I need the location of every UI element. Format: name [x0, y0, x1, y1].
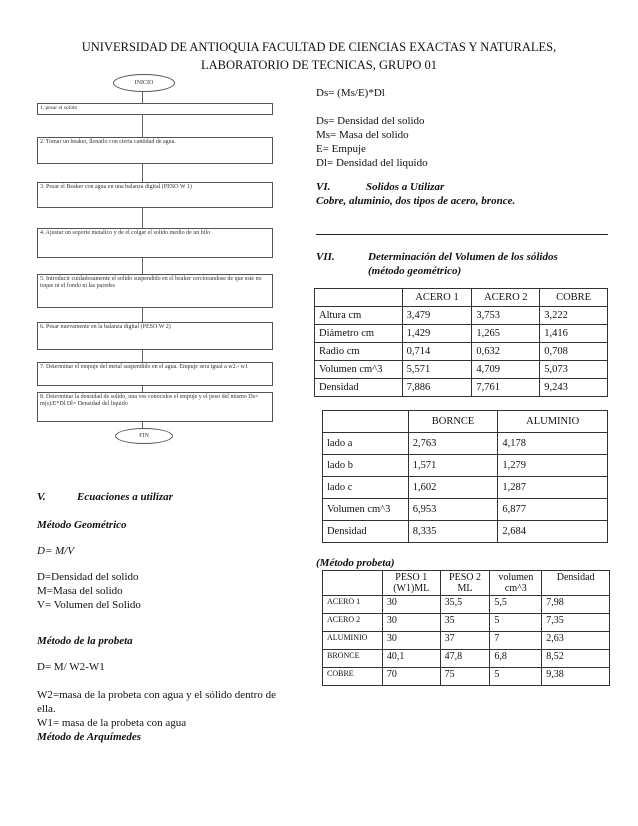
- table-cell: 6,877: [498, 499, 608, 521]
- table-cell: 5,073: [540, 361, 608, 379]
- probeta-caption: (Método probeta): [316, 557, 395, 569]
- flowchart-step: 3. Pesar el Beaker con agua en una balanza digital (PESO W 1): [37, 182, 273, 208]
- probeta-method-title: Método de la probeta: [37, 635, 133, 647]
- geometric-table-cylinders: [314, 288, 608, 397]
- table-cell: 40,1: [382, 650, 440, 668]
- flowchart-step: 2. Tomar un beaker, llenarlo con cierta cantidad de agua.: [37, 137, 273, 164]
- table-cell: ALUMINIO: [323, 632, 383, 650]
- flowchart-step: 7. Determinar el empuje del metal suspendido en el agua. Empuje sera igual a w2.- w1: [37, 362, 273, 386]
- probeta-table: [322, 570, 610, 686]
- table-row: [315, 361, 608, 379]
- table-cell: 4,178: [498, 433, 608, 455]
- table-cell: 7,761: [472, 379, 540, 397]
- flowchart-step: 5. Introducir cuidadosamente el solido suspendido en el beaker cerciorandose de que este no toque ni el fondo ni las paredes: [37, 274, 273, 308]
- table-cell: 9,243: [540, 379, 608, 397]
- table-header-cell: ACERO 2: [472, 289, 540, 307]
- flowchart-step: 4. Ajustar un soporte metalico y de el colgar el solido medio de un hilo: [37, 228, 273, 258]
- table-row: [323, 499, 608, 521]
- table-cell: ACERO 1: [323, 596, 383, 614]
- definition-line: ella.: [37, 703, 56, 715]
- table-row: [323, 477, 608, 499]
- table-cell: COBRE: [323, 668, 383, 686]
- flowchart-start: INICIO: [113, 74, 175, 92]
- table-cell: 3,479: [402, 307, 472, 325]
- table-cell: Altura cm: [315, 307, 403, 325]
- header-line-2: LABORATORIO DE TECNICAS, GRUPO 01: [200, 58, 438, 72]
- table-header-cell: PESO 1 (W1)ML: [382, 571, 440, 596]
- table-cell: 4,709: [472, 361, 540, 379]
- section-vii-subtitle: (método geométrico): [368, 265, 462, 277]
- table-cell: 35: [440, 614, 490, 632]
- table-cell: Volumen cm^3: [315, 361, 403, 379]
- table-cell: 2,63: [542, 632, 610, 650]
- divider: [316, 234, 608, 235]
- table-cell: 5,5: [490, 596, 542, 614]
- table-cell: 3,222: [540, 307, 608, 325]
- flowchart-step: 6. Pesar nuevamente en la balanza digital (PESO W 2): [37, 322, 273, 350]
- table-header-row: [323, 411, 608, 433]
- table-header-cell: volumen cm^3: [490, 571, 542, 596]
- table-cell: 9,38: [542, 668, 610, 686]
- table-cell: Densidad: [323, 521, 409, 543]
- table-cell: lado b: [323, 455, 409, 477]
- table-header-cell: Densidad: [542, 571, 610, 596]
- table-row: [315, 325, 608, 343]
- geometric-formula: D= M/V: [37, 545, 75, 557]
- table-cell: 37: [440, 632, 490, 650]
- table-cell: 30: [382, 632, 440, 650]
- table-cell: 1,429: [402, 325, 472, 343]
- definition-line: D=Densidad del solido: [37, 571, 139, 583]
- table-header-row: [323, 571, 610, 596]
- table-cell: ACERO 2: [323, 614, 383, 632]
- table-cell: 0,708: [540, 343, 608, 361]
- table-header-cell: [323, 571, 383, 596]
- table-cell: lado c: [323, 477, 409, 499]
- table-header-cell: PESO 2 ML: [440, 571, 490, 596]
- probeta-formula: D= M/ W2-W1: [37, 661, 105, 673]
- table-cell: 7,886: [402, 379, 472, 397]
- table-cell: 1,265: [472, 325, 540, 343]
- table-row: [323, 668, 610, 686]
- definition-line: M=Masa del solido: [37, 585, 123, 597]
- section-vi-title: Solidos a Utilizar: [366, 181, 445, 193]
- table-cell: Volumen cm^3: [323, 499, 409, 521]
- table-cell: 8,52: [542, 650, 610, 668]
- table-cell: 70: [382, 668, 440, 686]
- table-row: [315, 307, 608, 325]
- flowchart-step: 1. pesar el solido: [37, 103, 273, 115]
- table-row: [323, 632, 610, 650]
- header-line-1: UNIVERSIDAD DE ANTIOQUIA FACULTAD DE CIENCIAS EXACTAS Y NATURALES,: [81, 40, 557, 54]
- archimedes-method-title: Método de Arquímedes: [37, 731, 142, 743]
- table-row: [323, 521, 608, 543]
- table-cell: 1,279: [498, 455, 608, 477]
- table-cell: Radio cm: [315, 343, 403, 361]
- table-cell: 7: [490, 632, 542, 650]
- geometric-method-title: Método Geométrico: [37, 519, 127, 531]
- table-cell: 6,953: [408, 499, 498, 521]
- flowchart-end: FIN: [115, 428, 173, 444]
- table-cell: 75: [440, 668, 490, 686]
- definition-line: Ms= Masa del solido: [316, 129, 409, 141]
- table-cell: 7,35: [542, 614, 610, 632]
- definition-line: E= Empuje: [316, 143, 366, 155]
- table-header-cell: ALUMINIO: [498, 411, 608, 433]
- table-cell: 1,416: [540, 325, 608, 343]
- definition-line: Dl= Densidad del liquido: [316, 157, 428, 169]
- table-cell: 7,98: [542, 596, 610, 614]
- table-header-cell: BORNCE: [408, 411, 498, 433]
- table-cell: 0,632: [472, 343, 540, 361]
- table-cell: 0,714: [402, 343, 472, 361]
- table-cell: Densidad: [315, 379, 403, 397]
- table-row: [315, 343, 608, 361]
- table-cell: 2,684: [498, 521, 608, 543]
- table-row: [323, 455, 608, 477]
- table-cell: 1,602: [408, 477, 498, 499]
- table-header-cell: [323, 411, 409, 433]
- table-cell: 5: [490, 668, 542, 686]
- table-row: [323, 650, 610, 668]
- table-cell: 47,8: [440, 650, 490, 668]
- table-row: [323, 614, 610, 632]
- table-row: [323, 596, 610, 614]
- definition-line: W2=masa de la probeta con agua y el sólido dentro de: [37, 689, 276, 701]
- section-vi-number: VI.: [316, 181, 331, 193]
- table-header-row: [315, 289, 608, 307]
- section-vii-number: VII.: [316, 251, 335, 263]
- definition-line: V= Volumen del Solido: [37, 599, 141, 611]
- archimedes-formula: Ds= (Ms/E)*Dl: [316, 87, 385, 99]
- table-cell: Diámetro cm: [315, 325, 403, 343]
- table-cell: 5: [490, 614, 542, 632]
- definition-line: W1= masa de la probeta con agua: [37, 717, 187, 729]
- section-v-number: V.: [37, 491, 46, 503]
- table-cell: 1,287: [498, 477, 608, 499]
- table-cell: lado a: [323, 433, 409, 455]
- section-vi-body: Cobre, aluminio, dos tipos de acero, bronce.: [316, 195, 516, 207]
- table-cell: 8,335: [408, 521, 498, 543]
- definition-line: Ds= Densidad del solido: [316, 115, 425, 127]
- table-cell: 30: [382, 614, 440, 632]
- table-cell: 30: [382, 596, 440, 614]
- flowchart-step: 8. Determinar la densidad de solido, una ves conocidos el empuje y el peso del mismo Ds= m(s)/E*Dl Dl= Densidad del liquido: [37, 392, 273, 422]
- section-vii-title: Determinación del Volumen de los sólidos: [368, 251, 558, 263]
- table-row: [315, 379, 608, 397]
- geometric-table-prisms: [322, 410, 608, 543]
- table-cell: 6,8: [490, 650, 542, 668]
- table-cell: BRONCE: [323, 650, 383, 668]
- table-header-cell: COBRE: [540, 289, 608, 307]
- table-cell: 3,753: [472, 307, 540, 325]
- table-row: [323, 433, 608, 455]
- table-cell: 5,571: [402, 361, 472, 379]
- table-cell: 35,5: [440, 596, 490, 614]
- table-cell: 1,571: [408, 455, 498, 477]
- table-header-cell: [315, 289, 403, 307]
- table-header-cell: ACERO 1: [402, 289, 472, 307]
- table-cell: 2,763: [408, 433, 498, 455]
- section-v-title: Ecuaciones a utilizar: [77, 491, 173, 503]
